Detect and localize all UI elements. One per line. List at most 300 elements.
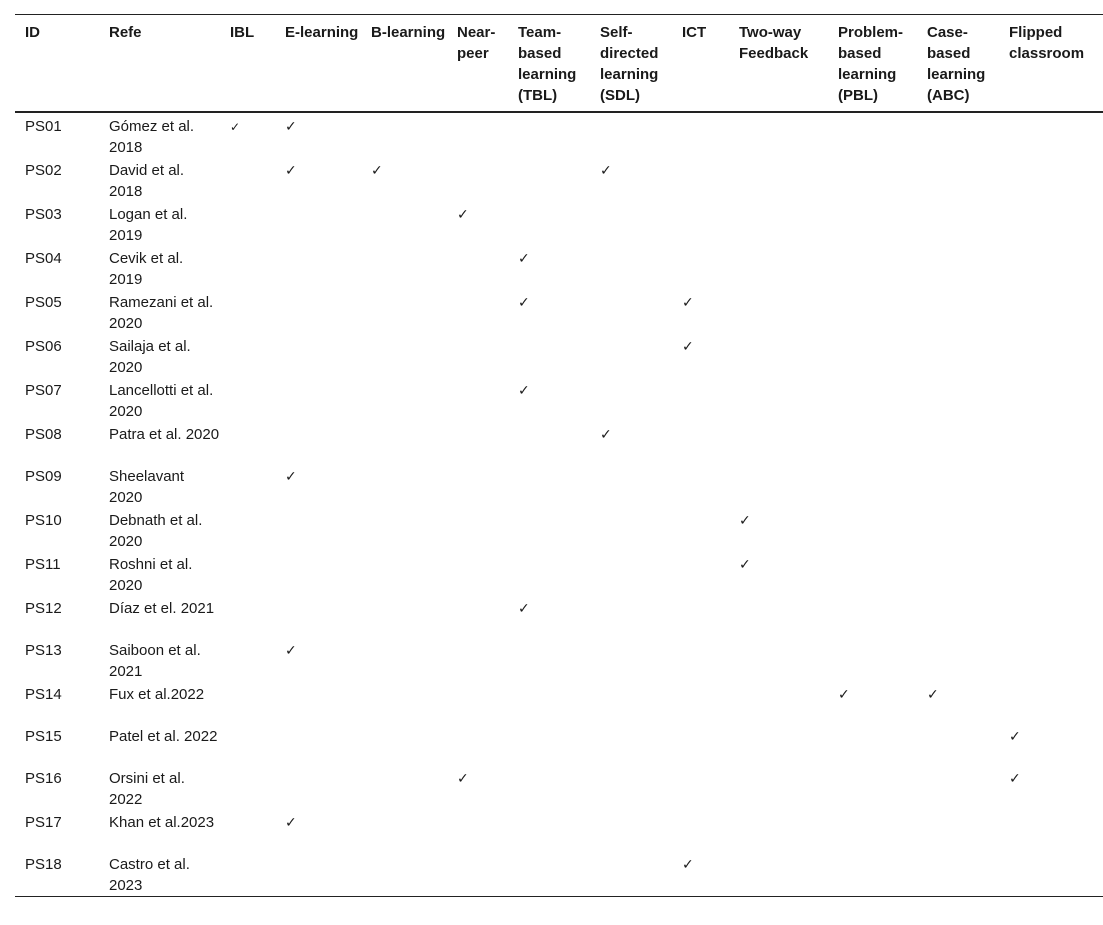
cell-flipped: [999, 852, 1103, 897]
cell-nearpeer: [447, 596, 508, 638]
cell-nearpeer: [447, 638, 508, 682]
cell-id: [15, 422, 99, 464]
table-body: [15, 112, 1103, 897]
cell-ibl: [220, 552, 275, 596]
study-reference: Cevik et al. 2019: [109, 250, 184, 288]
cell-ref: [99, 378, 220, 422]
cell-pbl: [828, 246, 917, 290]
cell-feedback: [729, 378, 828, 422]
cell-sdl: [590, 158, 672, 202]
cell-elearning: [275, 378, 361, 422]
check-icon: ✓: [1009, 771, 1021, 787]
study-id: PS02: [25, 162, 62, 179]
study-reference: Roshni et al. 2020: [109, 556, 193, 594]
cell-sdl: [590, 464, 672, 508]
cell-flipped: [999, 158, 1103, 202]
cell-elearning: [275, 552, 361, 596]
check-icon: ✓: [518, 251, 530, 267]
cell-elearning: [275, 290, 361, 334]
cell-id: [15, 290, 99, 334]
cell-ict: [672, 766, 729, 810]
cell-abc: [917, 552, 999, 596]
cell-ibl: [220, 638, 275, 682]
cell-id: [15, 508, 99, 552]
col-header-ref: Refe: [109, 24, 142, 41]
study-reference: Patra et al. 2020: [109, 426, 220, 443]
cell-flipped: [999, 464, 1103, 508]
cell-ref: [99, 724, 220, 766]
cell-blearning: [361, 552, 447, 596]
cell-flipped: [999, 810, 1103, 852]
cell-nearpeer: [447, 422, 508, 464]
table-row: [15, 508, 1103, 552]
cell-abc: [917, 508, 999, 552]
cell-feedback: [729, 724, 828, 766]
cell-tbl: [508, 508, 590, 552]
check-icon: ✓: [600, 163, 612, 179]
cell-elearning: [275, 112, 361, 158]
check-icon: ✓: [838, 687, 850, 703]
cell-feedback: [729, 422, 828, 464]
cell-nearpeer: [447, 724, 508, 766]
cell-ibl: [220, 158, 275, 202]
cell-blearning: [361, 112, 447, 158]
cell-ref: [99, 112, 220, 158]
cell-tbl: [508, 596, 590, 638]
cell-abc: [917, 682, 999, 724]
cell-ibl: [220, 682, 275, 724]
cell-abc: [917, 158, 999, 202]
cell-flipped: [999, 422, 1103, 464]
study-id: PS11: [25, 556, 61, 573]
cell-flipped: [999, 508, 1103, 552]
cell-abc: [917, 202, 999, 246]
cell-ict: [672, 464, 729, 508]
study-reference: Logan et al. 2019: [109, 206, 188, 244]
cell-elearning: [275, 810, 361, 852]
check-icon: ✓: [457, 771, 469, 787]
cell-ict: [672, 852, 729, 897]
cell-nearpeer: [447, 464, 508, 508]
table-row: [15, 112, 1103, 158]
cell-blearning: [361, 422, 447, 464]
cell-flipped: [999, 378, 1103, 422]
cell-ict: [672, 290, 729, 334]
cell-sdl: [590, 810, 672, 852]
cell-ibl: [220, 246, 275, 290]
study-id: PS08: [25, 426, 62, 443]
cell-ict: [672, 638, 729, 682]
study-reference: Díaz et el. 2021: [109, 600, 215, 617]
check-icon: ✓: [285, 469, 297, 485]
cell-ref: [99, 638, 220, 682]
cell-id: [15, 464, 99, 508]
table-header: [15, 15, 1103, 113]
cell-elearning: [275, 246, 361, 290]
cell-id: [15, 552, 99, 596]
cell-pbl: [828, 202, 917, 246]
cell-abc: [917, 464, 999, 508]
cell-blearning: [361, 246, 447, 290]
cell-elearning: [275, 682, 361, 724]
cell-blearning: [361, 378, 447, 422]
cell-feedback: [729, 112, 828, 158]
cell-nearpeer: [447, 682, 508, 724]
cell-ref: [99, 334, 220, 378]
cell-ibl: [220, 290, 275, 334]
cell-feedback: [729, 852, 828, 897]
cell-ref: [99, 508, 220, 552]
study-id: PS04: [25, 250, 62, 267]
cell-ict: [672, 112, 729, 158]
check-icon: ✓: [371, 163, 383, 179]
col-header-tbl: Team-based learning (TBL): [518, 24, 577, 104]
table-row: [15, 724, 1103, 766]
cell-elearning: [275, 422, 361, 464]
cell-tbl: [508, 422, 590, 464]
check-icon: ✓: [518, 295, 530, 311]
study-reference: Sheelavant 2020: [109, 468, 185, 506]
cell-ict: [672, 378, 729, 422]
cell-nearpeer: [447, 766, 508, 810]
cell-ref: [99, 682, 220, 724]
study-reference: Debnath et al. 2020: [109, 512, 203, 550]
cell-abc: [917, 378, 999, 422]
cell-sdl: [590, 766, 672, 810]
cell-ict: [672, 552, 729, 596]
cell-ict: [672, 810, 729, 852]
check-icon: ✓: [285, 643, 297, 659]
cell-nearpeer: [447, 158, 508, 202]
check-icon: ✓: [682, 295, 694, 311]
study-id: PS14: [25, 686, 62, 703]
cell-tbl: [508, 724, 590, 766]
cell-sdl: [590, 638, 672, 682]
cell-nearpeer: [447, 246, 508, 290]
study-id: PS06: [25, 338, 62, 355]
check-icon: ✓: [682, 857, 694, 873]
check-icon: ✓: [285, 163, 297, 179]
cell-flipped: [999, 596, 1103, 638]
cell-abc: [917, 766, 999, 810]
cell-tbl: [508, 810, 590, 852]
cell-sdl: [590, 112, 672, 158]
cell-id: [15, 158, 99, 202]
cell-tbl: [508, 378, 590, 422]
cell-id: [15, 638, 99, 682]
study-reference: David et al. 2018: [109, 162, 185, 200]
col-header-flipped: Flipped classroom: [1009, 24, 1085, 62]
cell-blearning: [361, 682, 447, 724]
cell-elearning: [275, 596, 361, 638]
cell-nearpeer: [447, 334, 508, 378]
cell-flipped: [999, 638, 1103, 682]
cell-ref: [99, 766, 220, 810]
table-row: [15, 596, 1103, 638]
cell-ict: [672, 724, 729, 766]
cell-id: [15, 378, 99, 422]
study-reference: Castro et al. 2023: [109, 856, 190, 894]
cell-flipped: [999, 682, 1103, 724]
cell-feedback: [729, 334, 828, 378]
cell-ict: [672, 158, 729, 202]
cell-id: [15, 766, 99, 810]
cell-pbl: [828, 422, 917, 464]
study-reference: Ramezani et al. 2020: [109, 294, 214, 332]
cell-sdl: [590, 202, 672, 246]
cell-tbl: [508, 112, 590, 158]
cell-abc: [917, 112, 999, 158]
cell-feedback: [729, 202, 828, 246]
check-icon: ✓: [682, 339, 694, 355]
cell-tbl: [508, 852, 590, 897]
cell-ict: [672, 246, 729, 290]
cell-sdl: [590, 552, 672, 596]
cell-ref: [99, 852, 220, 897]
table-row: [15, 766, 1103, 810]
check-icon: ✓: [739, 557, 751, 573]
check-icon: ✓: [285, 815, 297, 831]
header-row: [15, 15, 1103, 113]
col-header-feedback: Two-way Feedback: [739, 24, 809, 62]
cell-tbl: [508, 290, 590, 334]
col-header-elearning: E-learning: [285, 24, 359, 41]
cell-nearpeer: [447, 852, 508, 897]
cell-pbl: [828, 158, 917, 202]
cell-feedback: [729, 290, 828, 334]
table-row: [15, 810, 1103, 852]
cell-pbl: [828, 464, 917, 508]
cell-id: [15, 112, 99, 158]
cell-id: [15, 596, 99, 638]
cell-id: [15, 810, 99, 852]
cell-sdl: [590, 378, 672, 422]
cell-ref: [99, 246, 220, 290]
cell-elearning: [275, 334, 361, 378]
study-reference: Khan et al.2023: [109, 814, 215, 831]
cell-ibl: [220, 766, 275, 810]
cell-ref: [99, 422, 220, 464]
table-row: [15, 852, 1103, 897]
cell-flipped: [999, 766, 1103, 810]
cell-nearpeer: [447, 378, 508, 422]
cell-sdl: [590, 724, 672, 766]
table-row: [15, 638, 1103, 682]
cell-pbl: [828, 810, 917, 852]
cell-abc: [917, 638, 999, 682]
cell-blearning: [361, 334, 447, 378]
cell-ibl: [220, 112, 275, 158]
cell-nearpeer: [447, 290, 508, 334]
table-row: [15, 422, 1103, 464]
cell-ict: [672, 682, 729, 724]
study-id: PS18: [25, 856, 62, 873]
study-id: PS01: [25, 118, 62, 135]
cell-ref: [99, 810, 220, 852]
study-reference: Patel et al. 2022: [109, 728, 218, 745]
cell-elearning: [275, 464, 361, 508]
col-header-abc: Case-based learning (ABC): [927, 24, 986, 104]
table-row: [15, 334, 1103, 378]
check-icon: ✓: [927, 687, 939, 703]
cell-ibl: [220, 852, 275, 897]
cell-ict: [672, 422, 729, 464]
cell-tbl: [508, 552, 590, 596]
cell-pbl: [828, 290, 917, 334]
cell-tbl: [508, 464, 590, 508]
cell-flipped: [999, 724, 1103, 766]
cell-nearpeer: [447, 552, 508, 596]
cell-pbl: [828, 638, 917, 682]
cell-abc: [917, 852, 999, 897]
cell-blearning: [361, 638, 447, 682]
cell-pbl: [828, 682, 917, 724]
cell-feedback: [729, 246, 828, 290]
cell-pbl: [828, 552, 917, 596]
study-reference: Fux et al.2022: [109, 686, 205, 703]
cell-ibl: [220, 810, 275, 852]
check-icon: ✓: [739, 513, 751, 529]
cell-tbl: [508, 682, 590, 724]
cell-ict: [672, 202, 729, 246]
cell-nearpeer: [447, 508, 508, 552]
cell-blearning: [361, 158, 447, 202]
cell-flipped: [999, 112, 1103, 158]
cell-pbl: [828, 112, 917, 158]
cell-tbl: [508, 766, 590, 810]
study-id: PS07: [25, 382, 62, 399]
cell-abc: [917, 290, 999, 334]
col-header-ibl: IBL: [230, 24, 255, 41]
cell-ibl: [220, 334, 275, 378]
col-header-blearning: B-learning: [371, 24, 446, 41]
study-reference: Lancellotti et al. 2020: [109, 382, 214, 420]
table-row: [15, 246, 1103, 290]
cell-flipped: [999, 552, 1103, 596]
cell-ict: [672, 334, 729, 378]
cell-flipped: [999, 246, 1103, 290]
cell-blearning: [361, 810, 447, 852]
table-row: [15, 682, 1103, 724]
cell-feedback: [729, 638, 828, 682]
cell-elearning: [275, 852, 361, 897]
table-row: [15, 158, 1103, 202]
cell-blearning: [361, 724, 447, 766]
cell-abc: [917, 596, 999, 638]
col-header-sdl: Self-directed learning (SDL): [600, 24, 659, 104]
cell-ibl: [220, 378, 275, 422]
table-row: [15, 464, 1103, 508]
cell-sdl: [590, 246, 672, 290]
cell-pbl: [828, 596, 917, 638]
cell-elearning: [275, 766, 361, 810]
cell-ict: [672, 508, 729, 552]
cell-feedback: [729, 596, 828, 638]
cell-sdl: [590, 682, 672, 724]
cell-sdl: [590, 852, 672, 897]
study-id: PS13: [25, 642, 62, 659]
study-id: PS09: [25, 468, 62, 485]
check-icon: ✓: [285, 119, 297, 135]
study-id: PS05: [25, 294, 62, 311]
cell-ref: [99, 290, 220, 334]
cell-tbl: [508, 246, 590, 290]
col-header-nearpeer: Near-peer: [457, 24, 496, 62]
cell-feedback: [729, 682, 828, 724]
cell-ict: [672, 596, 729, 638]
cell-blearning: [361, 290, 447, 334]
cell-blearning: [361, 464, 447, 508]
cell-blearning: [361, 852, 447, 897]
cell-blearning: [361, 766, 447, 810]
cell-sdl: [590, 334, 672, 378]
check-icon: ✓: [457, 207, 469, 223]
table-row: [15, 290, 1103, 334]
cell-abc: [917, 724, 999, 766]
col-header-id: ID: [25, 24, 40, 41]
cell-pbl: [828, 508, 917, 552]
table-row: [15, 202, 1103, 246]
cell-abc: [917, 334, 999, 378]
cell-id: [15, 682, 99, 724]
cell-id: [15, 724, 99, 766]
cell-flipped: [999, 290, 1103, 334]
cell-abc: [917, 810, 999, 852]
cell-nearpeer: [447, 112, 508, 158]
cell-sdl: [590, 508, 672, 552]
cell-feedback: [729, 158, 828, 202]
cell-ref: [99, 552, 220, 596]
cell-ref: [99, 158, 220, 202]
cell-ref: [99, 464, 220, 508]
cell-elearning: [275, 638, 361, 682]
cell-blearning: [361, 596, 447, 638]
study-id: PS12: [25, 600, 62, 617]
cell-feedback: [729, 552, 828, 596]
cell-id: [15, 202, 99, 246]
cell-id: [15, 334, 99, 378]
cell-tbl: [508, 638, 590, 682]
study-reference: Orsini et al. 2022: [109, 770, 185, 808]
cell-ibl: [220, 464, 275, 508]
cell-blearning: [361, 508, 447, 552]
cell-feedback: [729, 810, 828, 852]
cell-pbl: [828, 378, 917, 422]
col-header-ict: ICT: [682, 24, 707, 41]
cell-ibl: [220, 596, 275, 638]
study-id: PS10: [25, 512, 62, 529]
cell-sdl: [590, 290, 672, 334]
cell-feedback: [729, 766, 828, 810]
cell-blearning: [361, 202, 447, 246]
study-reference: Gómez et al. 2018: [109, 118, 195, 156]
cell-pbl: [828, 334, 917, 378]
cell-ref: [99, 202, 220, 246]
study-id: PS03: [25, 206, 62, 223]
studies-table: [15, 14, 1103, 897]
cell-id: [15, 246, 99, 290]
table-row: [15, 552, 1103, 596]
cell-pbl: [828, 724, 917, 766]
cell-ibl: [220, 724, 275, 766]
cell-sdl: [590, 422, 672, 464]
cell-feedback: [729, 464, 828, 508]
cell-nearpeer: [447, 810, 508, 852]
study-id: PS15: [25, 728, 62, 745]
cell-ibl: [220, 508, 275, 552]
cell-elearning: [275, 508, 361, 552]
col-header-pbl: Problem-based learning (PBL): [838, 24, 904, 104]
